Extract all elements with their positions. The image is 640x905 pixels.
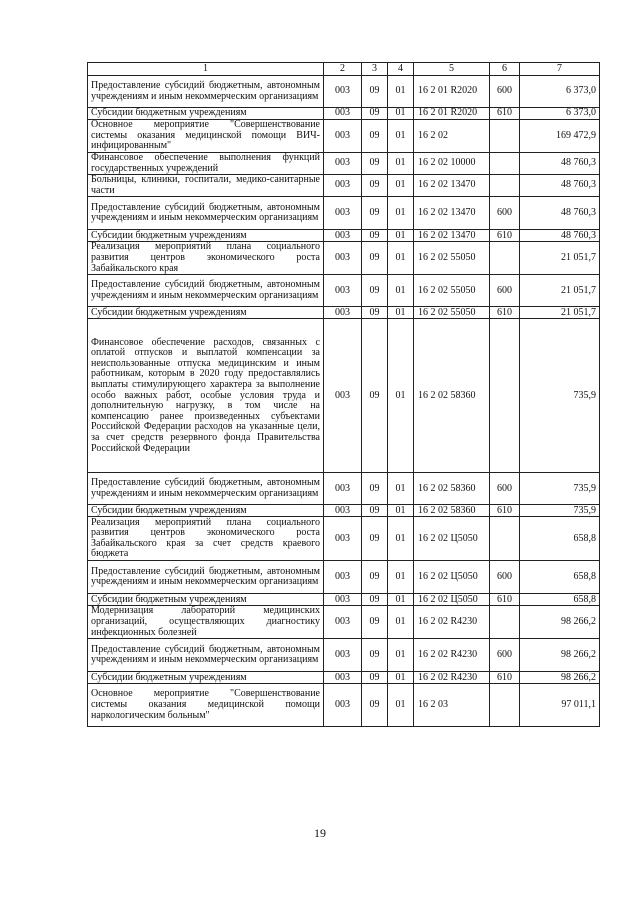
target-article-cell: 16 2 02 Ц5050 — [414, 594, 490, 606]
header-cell: 7 — [520, 63, 600, 76]
target-article-cell: 16 2 02 — [414, 120, 490, 153]
admin-code-cell: 003 — [324, 76, 362, 108]
section-cell: 09 — [362, 76, 388, 108]
subsection-cell: 01 — [388, 473, 414, 505]
table-row — [88, 275, 600, 307]
target-article-cell: 16 2 02 13470 — [414, 175, 490, 197]
table-row — [88, 606, 600, 639]
admin-code-cell: 003 — [324, 639, 362, 672]
section-cell: 09 — [362, 639, 388, 672]
amount-cell: 48 760,3 — [520, 230, 600, 242]
expense-type-cell — [490, 319, 520, 473]
row-description: Предоставление субсидий бюджетным, автономным учреждениям и иным некоммерческим организациям — [88, 275, 324, 307]
expense-type-cell: 600 — [490, 639, 520, 672]
table-row — [88, 307, 600, 319]
table-row — [88, 242, 600, 275]
expense-type-cell: 600 — [490, 197, 520, 230]
admin-code-cell: 003 — [324, 684, 362, 727]
admin-code-cell: 003 — [324, 561, 362, 594]
row-description: Субсидии бюджетным учреждениям — [88, 672, 324, 684]
row-description: Субсидии бюджетным учреждениям — [88, 505, 324, 517]
expense-type-cell — [490, 153, 520, 175]
section-cell: 09 — [362, 275, 388, 307]
section-cell: 09 — [362, 505, 388, 517]
target-article-cell: 16 2 02 55050 — [414, 242, 490, 275]
amount-cell: 658,8 — [520, 594, 600, 606]
expense-type-cell — [490, 517, 520, 561]
admin-code-cell: 003 — [324, 307, 362, 319]
target-article-cell: 16 2 02 58360 — [414, 319, 490, 473]
table-row — [88, 672, 600, 684]
amount-cell: 21 051,7 — [520, 275, 600, 307]
header-cell: 6 — [490, 63, 520, 76]
expense-type-cell: 610 — [490, 230, 520, 242]
page-number: 19 — [314, 826, 326, 840]
row-description: Реализация мероприятий плана социального развития центров экономического роста Забайкальского края за счет средств краевого бюджета — [88, 517, 324, 561]
header-cell: 1 — [88, 63, 324, 76]
row-description: Предоставление субсидий бюджетным, автономным учреждениям и иным некоммерческим организациям — [88, 639, 324, 672]
section-cell: 09 — [362, 120, 388, 153]
section-cell: 09 — [362, 594, 388, 606]
expense-type-cell: 610 — [490, 672, 520, 684]
header-cell: 3 — [362, 63, 388, 76]
admin-code-cell: 003 — [324, 275, 362, 307]
subsection-cell: 01 — [388, 230, 414, 242]
admin-code-cell: 003 — [324, 505, 362, 517]
section-cell: 09 — [362, 684, 388, 727]
admin-code-cell: 003 — [324, 672, 362, 684]
expense-type-cell: 610 — [490, 307, 520, 319]
expense-type-cell — [490, 242, 520, 275]
target-article-cell: 16 2 02 R4230 — [414, 672, 490, 684]
table-row — [88, 153, 600, 175]
subsection-cell: 01 — [388, 319, 414, 473]
section-cell: 09 — [362, 319, 388, 473]
target-article-cell: 16 2 03 — [414, 684, 490, 727]
target-article-cell: 16 2 01 R2020 — [414, 76, 490, 108]
subsection-cell: 01 — [388, 307, 414, 319]
section-cell: 09 — [362, 517, 388, 561]
target-article-cell: 16 2 02 10000 — [414, 153, 490, 175]
subsection-cell: 01 — [388, 517, 414, 561]
target-article-cell: 16 2 02 13470 — [414, 230, 490, 242]
amount-cell: 98 266,2 — [520, 639, 600, 672]
section-cell: 09 — [362, 108, 388, 120]
subsection-cell: 01 — [388, 175, 414, 197]
row-description: Предоставление субсидий бюджетным, автономным учреждениям и иным некоммерческим организациям — [88, 561, 324, 594]
subsection-cell: 01 — [388, 639, 414, 672]
amount-cell: 658,8 — [520, 517, 600, 561]
subsection-cell: 01 — [388, 672, 414, 684]
section-cell: 09 — [362, 197, 388, 230]
subsection-cell: 01 — [388, 275, 414, 307]
admin-code-cell: 003 — [324, 108, 362, 120]
target-article-cell: 16 2 02 Ц5050 — [414, 517, 490, 561]
amount-cell: 21 051,7 — [520, 242, 600, 275]
section-cell: 09 — [362, 230, 388, 242]
target-article-cell: 16 2 02 55050 — [414, 307, 490, 319]
header-cell: 4 — [388, 63, 414, 76]
subsection-cell: 01 — [388, 561, 414, 594]
admin-code-cell: 003 — [324, 594, 362, 606]
row-description: Модернизация лабораторий медицинских организаций, осуществляющих диагностику инфекционных болезней — [88, 606, 324, 639]
row-description: Предоставление субсидий бюджетным, автономным учреждениям и иным некоммерческим организациям — [88, 473, 324, 505]
row-description: Основное мероприятие "Совершенствование системы оказания медицинской помощи наркологическим больным" — [88, 684, 324, 727]
header-cell: 5 — [414, 63, 490, 76]
subsection-cell: 01 — [388, 606, 414, 639]
row-description: Реализация мероприятий плана социального развития центров экономического роста Забайкальского края — [88, 242, 324, 275]
row-description: Финансовое обеспечение выполнения функций государственных учреждений — [88, 153, 324, 175]
subsection-cell: 01 — [388, 505, 414, 517]
section-cell: 09 — [362, 606, 388, 639]
subsection-cell: 01 — [388, 120, 414, 153]
table-row — [88, 120, 600, 153]
table-row — [88, 175, 600, 197]
row-description: Основное мероприятие "Совершенствование системы оказания медицинской помощи ВИЧ-инфицированным" — [88, 120, 324, 153]
section-cell: 09 — [362, 473, 388, 505]
amount-cell: 48 760,3 — [520, 153, 600, 175]
budget-table — [87, 62, 600, 727]
amount-cell: 98 266,2 — [520, 672, 600, 684]
expense-type-cell — [490, 120, 520, 153]
amount-cell: 735,9 — [520, 505, 600, 517]
admin-code-cell: 003 — [324, 242, 362, 275]
expense-type-cell: 600 — [490, 473, 520, 505]
expense-type-cell — [490, 684, 520, 727]
subsection-cell: 01 — [388, 108, 414, 120]
row-description: Субсидии бюджетным учреждениям — [88, 230, 324, 242]
table-header-row — [88, 63, 600, 76]
section-cell: 09 — [362, 242, 388, 275]
row-description: Субсидии бюджетным учреждениям — [88, 594, 324, 606]
admin-code-cell: 003 — [324, 197, 362, 230]
target-article-cell: 16 2 02 58360 — [414, 505, 490, 517]
section-cell: 09 — [362, 175, 388, 197]
table-row — [88, 76, 600, 108]
expense-type-cell: 600 — [490, 76, 520, 108]
admin-code-cell: 003 — [324, 473, 362, 505]
amount-cell: 6 373,0 — [520, 108, 600, 120]
table-row — [88, 197, 600, 230]
amount-cell: 6 373,0 — [520, 76, 600, 108]
admin-code-cell: 003 — [324, 606, 362, 639]
amount-cell: 735,9 — [520, 473, 600, 505]
admin-code-cell: 003 — [324, 517, 362, 561]
admin-code-cell: 003 — [324, 153, 362, 175]
target-article-cell: 16 2 02 58360 — [414, 473, 490, 505]
row-description: Предоставление субсидий бюджетным, автономным учреждениям и иным некоммерческим организациям — [88, 197, 324, 230]
amount-cell: 658,8 — [520, 561, 600, 594]
target-article-cell: 16 2 01 R2020 — [414, 108, 490, 120]
subsection-cell: 01 — [388, 197, 414, 230]
table-row — [88, 517, 600, 561]
expense-type-cell: 600 — [490, 561, 520, 594]
expense-type-cell: 610 — [490, 594, 520, 606]
expense-type-cell: 600 — [490, 275, 520, 307]
amount-cell: 48 760,3 — [520, 175, 600, 197]
amount-cell: 98 266,2 — [520, 606, 600, 639]
row-description: Финансовое обеспечение расходов, связанных с оплатой отпусков и выплатой компенсации за неиспользованные отпуска медицинским и иным работникам, которым в 2020 году предоставлялись выплаты стимулирующего характера за выполнение особо важных работ, особые условия труда и дополнительную нагрузку, в том числе на компенсацию ранее произведенных субъектами Российской Федерации расходов на указанные цели, за счет средств резервного фонда Правительства Российской Федерации — [88, 319, 324, 473]
amount-cell: 21 051,7 — [520, 307, 600, 319]
amount-cell: 48 760,3 — [520, 197, 600, 230]
amount-cell: 735,9 — [520, 319, 600, 473]
amount-cell: 97 011,1 — [520, 684, 600, 727]
expense-type-cell — [490, 606, 520, 639]
section-cell: 09 — [362, 153, 388, 175]
target-article-cell: 16 2 02 13470 — [414, 197, 490, 230]
subsection-cell: 01 — [388, 684, 414, 727]
table-row — [88, 561, 600, 594]
table-row — [88, 684, 600, 727]
table-row — [88, 319, 600, 473]
table-row — [88, 505, 600, 517]
row-description: Субсидии бюджетным учреждениям — [88, 108, 324, 120]
subsection-cell: 01 — [388, 242, 414, 275]
section-cell: 09 — [362, 307, 388, 319]
admin-code-cell: 003 — [324, 230, 362, 242]
target-article-cell: 16 2 02 R4230 — [414, 639, 490, 672]
target-article-cell: 16 2 02 Ц5050 — [414, 561, 490, 594]
section-cell: 09 — [362, 672, 388, 684]
admin-code-cell: 003 — [324, 319, 362, 473]
row-description: Субсидии бюджетным учреждениям — [88, 307, 324, 319]
amount-cell: 169 472,9 — [520, 120, 600, 153]
table-row — [88, 108, 600, 120]
subsection-cell: 01 — [388, 153, 414, 175]
row-description: Больницы, клиники, госпитали, медико-санитарные части — [88, 175, 324, 197]
header-cell: 2 — [324, 63, 362, 76]
admin-code-cell: 003 — [324, 120, 362, 153]
admin-code-cell: 003 — [324, 175, 362, 197]
table-row — [88, 639, 600, 672]
subsection-cell: 01 — [388, 76, 414, 108]
target-article-cell: 16 2 02 55050 — [414, 275, 490, 307]
expense-type-cell: 610 — [490, 505, 520, 517]
expense-type-cell: 610 — [490, 108, 520, 120]
table-row — [88, 473, 600, 505]
row-description: Предоставление субсидий бюджетным, автономным учреждениям и иным некоммерческим организациям — [88, 76, 324, 108]
table-row — [88, 594, 600, 606]
section-cell: 09 — [362, 561, 388, 594]
target-article-cell: 16 2 02 R4230 — [414, 606, 490, 639]
expense-type-cell — [490, 175, 520, 197]
subsection-cell: 01 — [388, 594, 414, 606]
table-row — [88, 230, 600, 242]
